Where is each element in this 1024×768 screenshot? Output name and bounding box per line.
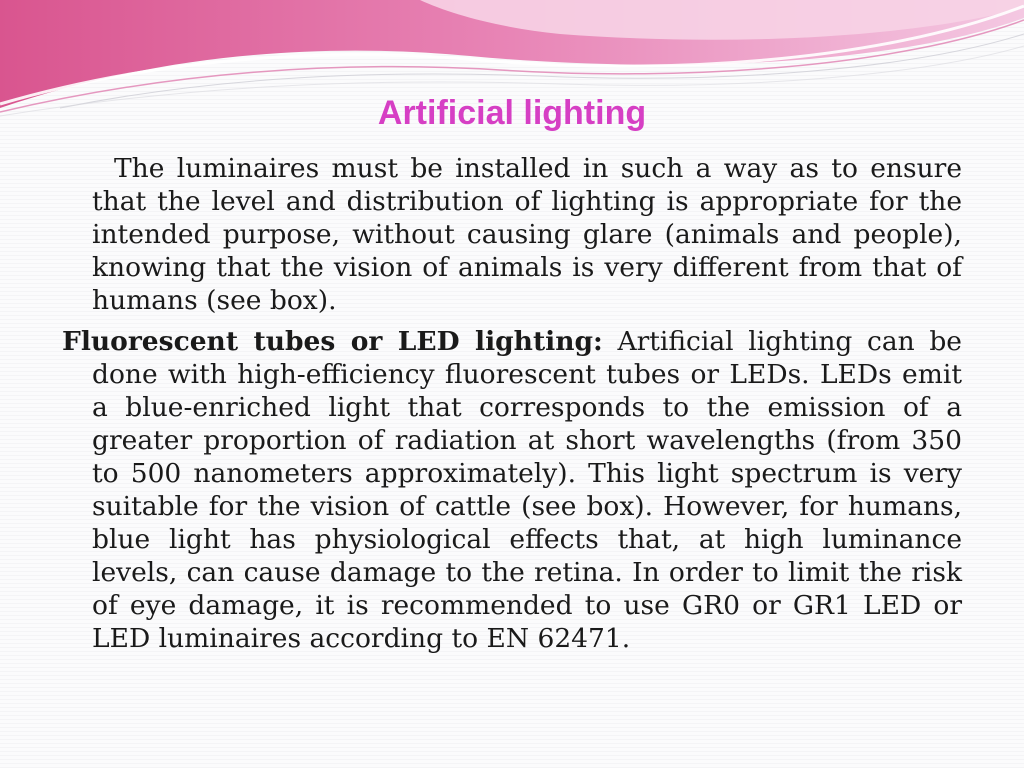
paragraph-body: Artificial lighting can be done with high-efficiency fluorescent tubes or LEDs. LEDs emit a blue-enriched light that corresponds to the emission of a greater proportion of radiation at short wavelengths (from 350 to 500 nanometers approximately). This light spectrum is very suitable for the vision of cattle (see box). However, for humans, blue light has physiological effects that, at high luminance levels, can cause damage to the retina. In order to limit the risk of eye damage, it is recommended to use GR0 or GR1 LED or LED luminaires according to EN 62471. bbox=[92, 326, 962, 654]
slide-body bbox=[62, 152, 962, 655]
paragraph-fluorescent-led bbox=[62, 325, 962, 655]
paragraph-lead-heading: Fluorescent tubes or LED lighting: bbox=[62, 326, 603, 357]
paragraph-luminaires: The luminaires must be installed in such a way as to ensure that the level and distribution of lighting is appropriate for the intended purpose, without causing glare (animals and people), knowing that the vision of animals is very different from that of humans (see box). bbox=[92, 153, 962, 316]
slide-title: Artificial lighting bbox=[377, 94, 647, 132]
